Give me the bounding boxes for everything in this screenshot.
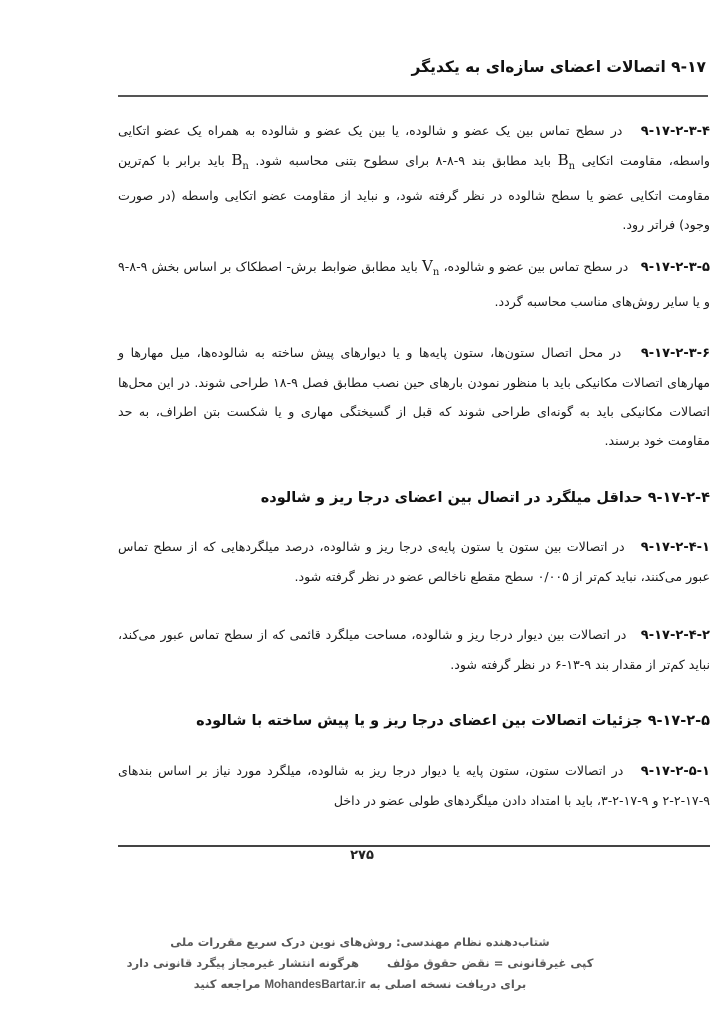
clause-number: ۹-۱۷-۲-۴-۲ bbox=[640, 628, 710, 643]
clause-9-17-2-3-5 bbox=[118, 252, 710, 316]
footer-divider bbox=[118, 845, 710, 847]
watermark-notice bbox=[120, 932, 600, 996]
watermark-text: برای دریافت نسخه اصلی به bbox=[369, 977, 527, 991]
clause-text: در سطح تماس بین عضو و شالوده، bbox=[443, 259, 629, 274]
watermark-line-1: شتاب‌دهنده نظام مهندسی: روش‌های نوین درک سریع مقررات ملی bbox=[170, 935, 550, 949]
symbol-subscript: n bbox=[432, 267, 440, 278]
page-number: ۲۷۵ bbox=[350, 848, 374, 863]
symbol-subscript: n bbox=[568, 161, 576, 172]
clause-9-17-2-4-2 bbox=[118, 620, 710, 679]
clause-number: ۹-۱۷-۲-۵-۱ bbox=[640, 764, 710, 779]
copyright-warning: کپی غیرقانونی = نقض حقوق مؤلف bbox=[387, 956, 594, 970]
clause-9-17-2-4-1 bbox=[118, 532, 710, 591]
clause-text: در محل اتصال ستون‌ها، ستون پایه‌ها و یا دیوارهای پیش ساخته به شالوده‌ها، میل مهارها و مهارهای اتصالات مکانیکی باید با منظور نمودن بارهای حین نصب مطابق فصل ۹-۱۸ طراحی شوند. در این محل‌ها اتصالات مکانیکی باید به گونه‌ای طراحی شوند که قبل از گسیختگی مهاری و یا شکست بتن اطراف، به حد مقاومت خود برسند. bbox=[118, 345, 710, 448]
website-link[interactable]: MohandesBartar.ir bbox=[264, 979, 366, 991]
clause-9-17-2-3-6 bbox=[118, 338, 710, 455]
symbol-base: V bbox=[421, 257, 433, 275]
shear-strength-symbol bbox=[421, 257, 440, 278]
clause-9-17-2-3-4 bbox=[118, 116, 710, 239]
watermark-line-3 bbox=[120, 974, 600, 996]
watermark-line-2 bbox=[120, 953, 600, 974]
clause-text: در اتصالات بین دیوار درجا ریز و شالوده، مساحت میلگرد قائمی که از سطح تماس عبور می‌کند، نباید کم‌تر از مقدار بند ۹-۱۳-۶ در نظر گرفته شود. bbox=[118, 627, 710, 672]
clause-text: در سطح تماس بین یک عضو و شالوده، یا بین یک عضو و شالوده به همراه یک عضو اتکایی واسطه، مقاومت اتکایی bbox=[118, 123, 710, 168]
clause-9-17-2-5-1 bbox=[118, 756, 710, 815]
watermark-text: مراجعه کنید bbox=[193, 977, 261, 991]
clause-text: باید مطابق بند ۹-۸-۸ برای سطوح بتنی محاسبه شود. bbox=[255, 153, 552, 168]
clause-number: ۹-۱۷-۲-۳-۴ bbox=[640, 124, 710, 139]
clause-text: باید مطابق ضوابط برش- اصطکاک بر اساس بخش ۹-۸-۹ و یا سایر روش‌های مناسب محاسبه گردد. bbox=[118, 259, 710, 309]
section-heading-9-17-2-4: ۹-۱۷-۲-۴ حداقل میلگرد در اتصال بین اعضای درجا ریز و شالوده bbox=[260, 490, 710, 506]
section-heading-9-17-2-5: ۹-۱۷-۲-۵ جزئیات اتصالات بین اعضای درجا ریز و یا پیش ساخته با شالوده bbox=[196, 713, 710, 729]
bearing-strength-symbol bbox=[557, 151, 576, 172]
header-divider bbox=[118, 95, 708, 97]
clause-number: ۹-۱۷-۲-۳-۶ bbox=[640, 346, 711, 361]
clause-number: ۹-۱۷-۲-۴-۱ bbox=[640, 540, 710, 555]
clause-text: در اتصالات بین ستون یا ستون پایه‌ی درجا ریز و شالوده، درصد میلگردهایی که از سطح تماس عبور می‌کنند، نباید کم‌تر از ۰/۰۰۵ سطح مقطع ناخالص عضو در نظر گرفته شود. bbox=[118, 539, 710, 584]
legal-warning: هرگونه انتشار غیرمجاز پیگرد قانونی دارد bbox=[126, 956, 360, 970]
bearing-strength-symbol bbox=[231, 151, 249, 172]
clause-number: ۹-۱۷-۲-۳-۵ bbox=[640, 260, 710, 275]
chapter-header-title: ۹-۱۷ اتصالات اعضای سازه‌ای به یکدیگر bbox=[411, 58, 706, 76]
symbol-subscript: n bbox=[242, 161, 249, 172]
symbol-base: B bbox=[557, 151, 569, 169]
clause-text: در اتصالات ستون، ستون پایه یا دیوار درجا ریز به شالوده، میلگرد مورد نیاز بر اساس بندهای ۹-۱۷-۲-۲ و ۹-۱۷-۲-۳، باید با امتداد دادن میلگردهای طولی عضو در داخل bbox=[118, 763, 710, 808]
clause-text: باید برابر با کم‌ترین مقاومت اتکایی عضو یا سطح شالوده در نظر گرفته شود، و نباید از مقاومت عضو اتکایی واسطه (در صورت وجود) فراتر رود. bbox=[118, 153, 710, 232]
symbol-base: B bbox=[231, 151, 243, 169]
